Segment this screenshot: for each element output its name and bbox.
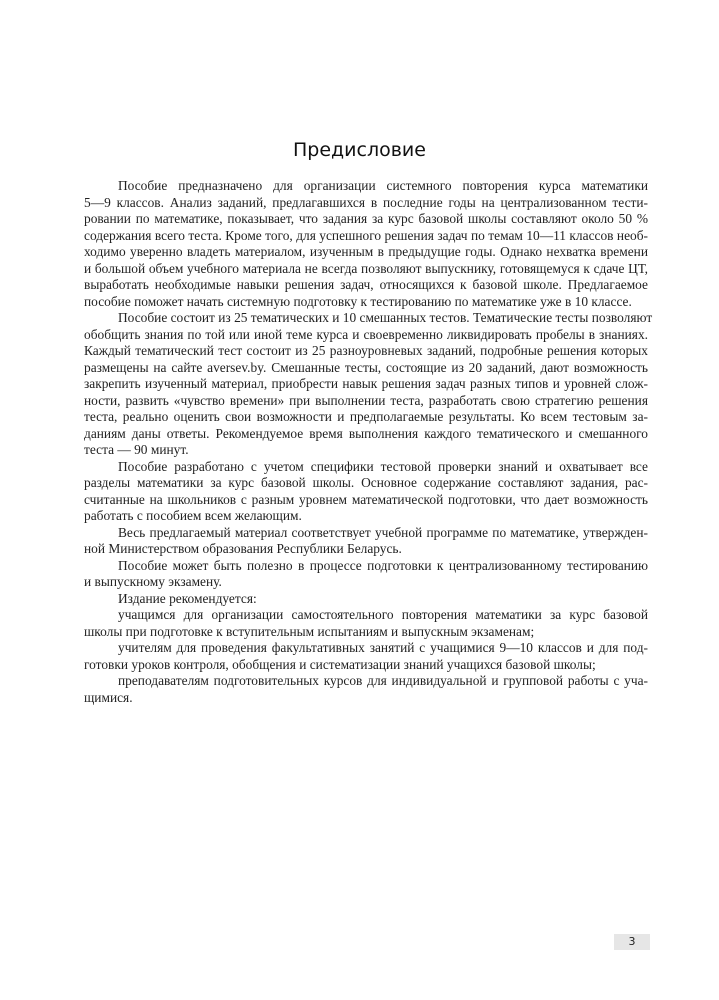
paragraph [84,178,648,310]
text-line: Пособие состоит из 25 тематических и 10 смешанных тестов. Тематические тесты позволяют [118,310,653,325]
text-line: ности, развить «чувство времени» при выполнении теста, разработать свою стратегию решения [84,392,648,408]
paragraph [84,558,648,591]
text-line: размещены на сайте aversev.by. Смешанные тесты, состоящие из 20 заданий, дают возможность [84,359,648,375]
text-line: Каждый тематический тест состоит из 25 разноуровневых заданий, подробные решения которых [84,343,648,358]
text-line: готовки уроков контроля, обобщения и систематизации знаний учащихся базовой школы; [84,656,596,672]
text-line: содержания всего теста. Кроме того, для успешного решения задач по темам 10—11 классов необ- [84,227,648,243]
text-line: Издание рекомендуется: [118,590,257,606]
text-line: ровании по математике, показывает, что задания за курс базовой школы составляют около 50 % [84,211,648,226]
text-line: преподавателям подготовительных курсов для индивидуальной и групповой работы с уча- [118,673,648,688]
page-title: Предисловие [293,139,426,161]
text-line: закрепить изученный материал, приобрести навык решения задач разных типов и уровней слож- [84,376,648,391]
text-line: учителям для проведения факультативных занятий с учащимися 9—10 классов и для под- [118,640,648,655]
text-line: ной Министерством образования Республики Беларусь. [84,541,402,556]
preface-body [84,178,653,706]
text-line: школы при подготовке к вступительным испытаниям и выпускным экзаменам; [84,623,535,639]
text-line: пособие поможет начать системную подготовку к тестированию по математике уже в 10 классе. [84,293,632,309]
text-line: учащимся для организации самостоятельного повторения математики за курс базовой [118,607,648,622]
paragraph [84,459,648,525]
text-line: считанные на школьников с разным уровнем математической подготовки, что дает возможность [84,491,648,507]
paragraph [84,673,648,706]
page-number: 3 [614,934,650,950]
text-line: ходимо уверенно владеть материалом, изученным в предыдущие годы. Однако нехватка времени [84,244,648,259]
text-line: выработать необходимые навыки решения задач, относящихся к базовой школе. Предлагаемое [84,277,648,292]
paragraph [84,310,653,459]
text-line: щимися. [84,689,133,705]
paragraph [84,640,648,673]
text-line: Пособие может быть полезно в процессе подготовки к централизованному тестированию [118,557,648,573]
paragraph [84,607,648,640]
paragraph [84,525,648,558]
text-line: разделы математики за курс базовой школы. Основное содержание составляют задания, рас- [84,475,648,490]
text-line: теста — 90 минут. [84,442,189,457]
text-line: и большой объем учебного материала не всегда позволяют выпускнику, готовящемуся к сдаче ЦТ, [84,260,648,276]
text-line: работать с пособием всем желающим. [84,508,302,523]
paragraph [84,591,648,608]
text-line: обобщить знания по той или иной теме курса и своевременно ликвидировать пробелы в знаниях. [84,326,648,342]
text-line: даниям даны ответы. Рекомендуемое время выполнения каждого тематического и смешанного [84,425,648,441]
text-line: и выпускному экзамену. [84,574,222,589]
text-line: Весь предлагаемый материал соответствует учебной программе по математике, утвержден- [118,524,648,540]
text-line: Пособие разработано с учетом специфики тестовой проверки знаний и охватывает все [118,458,648,474]
text-line: 5—9 классов. Анализ заданий, предлагавшихся в последние годы на централизованном тести- [84,194,648,210]
text-line: Пособие предназначено для организации системного повторения курса математики [118,178,648,193]
text-line: теста, реально оценить свои возможности и предполагаемые результаты. Ко всем тестовым за- [84,409,648,424]
